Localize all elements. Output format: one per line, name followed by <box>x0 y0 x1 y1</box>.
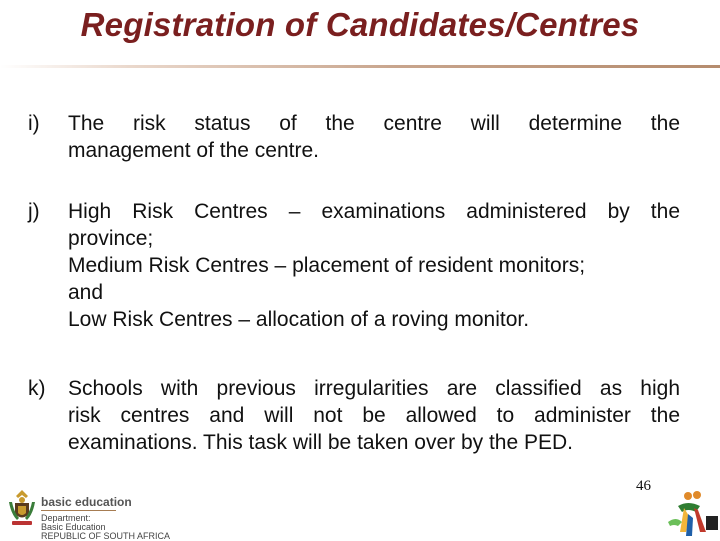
item-line: management of the centre. <box>68 139 319 162</box>
slide-footer <box>0 478 720 540</box>
coat-of-arms-icon <box>6 488 38 528</box>
list-item-k <box>28 375 680 456</box>
slide-title: Registration of Candidates/Centres <box>80 6 640 43</box>
wordmark-divider <box>41 510 116 511</box>
anniversary-emblem-icon <box>666 486 720 538</box>
item-marker: j) <box>28 200 40 223</box>
item-line: and <box>68 281 104 304</box>
department-wordmark <box>41 496 170 541</box>
item-line: province; <box>68 227 154 250</box>
item-line: Schools with previous irregularities are classified as high <box>68 377 680 400</box>
item-line: examinations. This task will be taken over by the PED. <box>68 431 574 454</box>
brand-name: basic education <box>41 495 132 509</box>
list-item-i <box>28 110 680 164</box>
dept-line: Basic Education <box>41 522 106 532</box>
title-divider <box>0 65 720 68</box>
item-line: The risk status of the centre will determine the <box>68 112 680 135</box>
page-number: 46 <box>636 478 651 494</box>
item-line: Medium Risk Centres – placement of resident monitors; <box>68 254 586 277</box>
item-marker: i) <box>28 112 40 135</box>
item-line: Low Risk Centres – allocation of a roving monitor. <box>68 308 530 331</box>
item-marker: k) <box>28 377 46 400</box>
item-line: High Risk Centres – examinations administered by the <box>68 200 680 223</box>
item-line: risk centres and will not be allowed to administer the <box>68 404 680 427</box>
list-item-j <box>28 198 680 333</box>
dept-line: REPUBLIC OF SOUTH AFRICA <box>41 531 171 541</box>
dept-line: Department: <box>41 513 91 523</box>
